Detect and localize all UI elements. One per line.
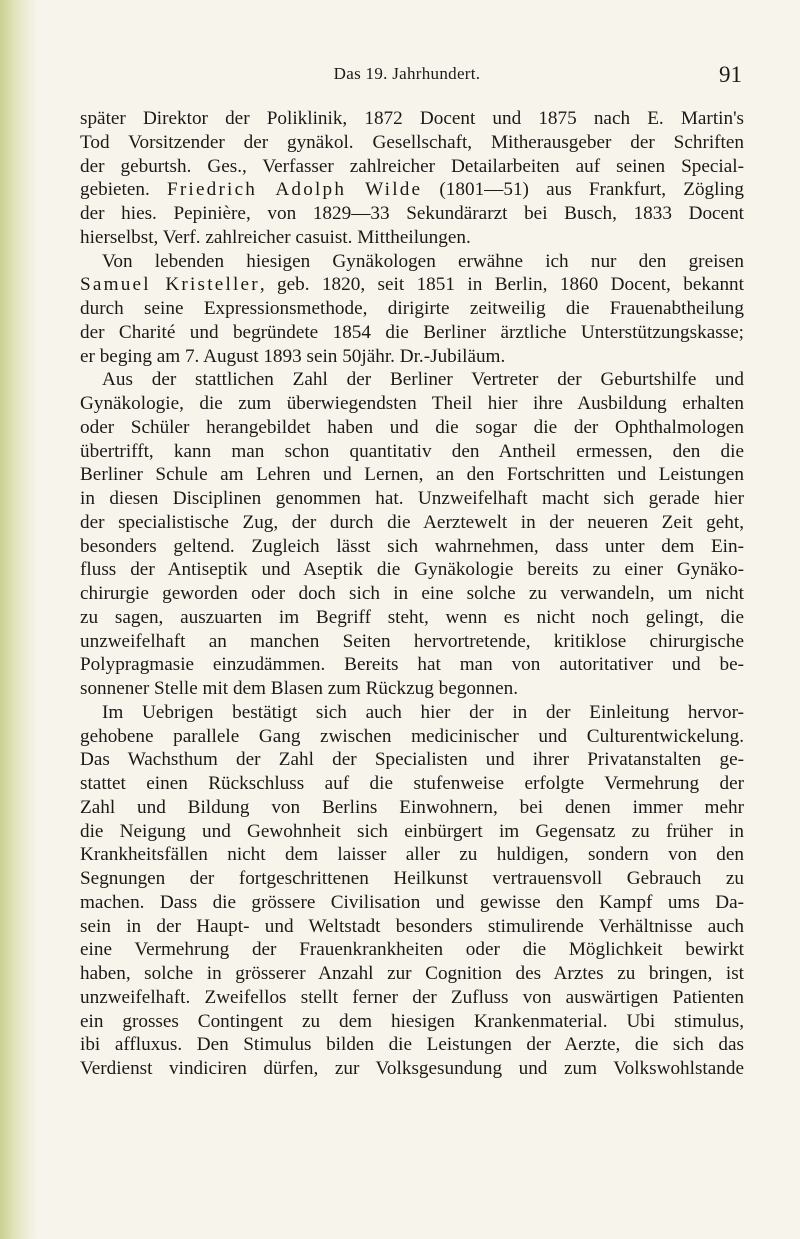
text-line: unzweifelhaft an manchen Seiten hervortretende, kritiklose chirurgische <box>80 630 744 652</box>
text-line: Zahl und Bildung von Berlins Einwohnern, bei denen immer mehr <box>80 796 744 818</box>
page-number: 91 <box>719 62 742 87</box>
page-spine-shadow <box>0 0 38 1239</box>
text-line <box>80 273 744 297</box>
text-line: Segnungen der fortgeschrittenen Heilkunst vertrauensvoll Gebrauch zu <box>80 868 744 889</box>
text-line: hierselbst, Verf. zahlreicher casuist. Mittheilungen. <box>80 226 471 248</box>
text-line: sein in der Haupt- und Weltstadt besonders stimulirende Verhältnisse auch <box>80 915 744 937</box>
text-line: Gynäkologie, die zum überwiegendsten Theil hier ihre Ausbildung erhalten <box>80 393 744 414</box>
person-name: Friedrich Adolph Wilde <box>166 179 423 201</box>
text-line: machen. Dass die grössere Civilisation und gewisse den Kampf ums Da- <box>80 891 744 913</box>
text-line: eine Vermehrung der Frauenkrankheiten oder die Möglichkeit bewirkt <box>80 939 744 961</box>
text-line: er beging am 7. August 1893 sein 50jähr. Dr.-Jubiläum. <box>80 345 506 367</box>
text-line: später Direktor der Poliklinik, 1872 Docent und 1875 nach E. Martin's <box>80 108 744 129</box>
text-line: chirurgie geworden oder doch sich in eine solche zu verwandeln, um nicht <box>80 583 744 604</box>
text-line: haben, solche in grösserer Anzahl zur Cognition des Arztes zu bringen, ist <box>80 963 744 984</box>
text-line: oder Schüler herangebildet haben und die sogar die der Ophthalmologen <box>80 416 744 438</box>
text-line: Krankheitsfällen nicht dem laisser aller zu huldigen, sondern von den <box>80 844 744 866</box>
running-title: Das 19. Jahrhundert. <box>333 64 481 83</box>
text-line: Das Wachsthum der Zahl der Specialisten und ihrer Privatanstalten ge- <box>80 749 744 771</box>
text-line: der specialistische Zug, der durch die Aerztewelt in der neueren Zeit geht, <box>80 511 744 533</box>
text-line: Von lebenden hiesigen Gynäkologen erwähne ich nur den greisen <box>102 250 744 272</box>
text-line: stattet einen Rückschluss auf die stufenweise erfolgte Vermehrung der <box>80 773 744 794</box>
text-line: der Charité und begründete 1854 die Berliner ärztliche Unterstützungskasse; <box>80 321 744 343</box>
text-line: Polypragmasie einzudämmen. Bereits hat man von autoritativer und be- <box>80 654 744 676</box>
text-line: Berliner Schule am Lehren und Lernen, an den Fortschritten und Leistungen <box>80 464 744 486</box>
text-line: übertrifft, kann man schon quantitativ den Antheil ermessen, den die <box>80 440 744 462</box>
text-line <box>80 178 744 202</box>
text-line: ein grosses Contingent zu dem hiesigen Krankenmaterial. Ubi stimulus, <box>80 1010 744 1032</box>
text-line: durch seine Expressionsmethode, dirigirte zeitweilig die Frauenabtheilung <box>80 298 744 319</box>
text-line: ibi affluxus. Den Stimulus bilden die Leistungen der Aerzte, die sich das <box>80 1034 744 1056</box>
text-line: sonnener Stelle mit dem Blasen zum Rückzug begonnen. <box>80 678 519 699</box>
person-name: Samuel Kristeller <box>80 274 260 296</box>
text-line: Tod Vorsitzender der gynäkol. Gesellschaft, Mitherausgeber der Schriften <box>80 131 744 153</box>
text-line: unzweifelhaft. Zweifellos stellt ferner der Zufluss von auswärtigen Patienten <box>80 986 744 1008</box>
text-line: besonders geltend. Zugleich lässt sich wahrnehmen, dass unter dem Ein- <box>80 535 744 557</box>
text-line: die Neigung und Gewohnheit sich einbürgert im Gegensatz zu früher in <box>80 820 744 842</box>
text-line: in diesen Disciplinen genommen hat. Unzweifelhaft macht sich gerade hier <box>80 488 744 509</box>
text-line: fluss der Antiseptik und Aseptik die Gynäkologie bereits zu einer Gynäko- <box>80 559 744 581</box>
text-line: gehobene parallele Gang zwischen medicinischer und Culturentwickelung. <box>80 725 744 747</box>
text-line: Im Uebrigen bestätigt sich auch hier der in der Einleitung hervor- <box>102 701 744 723</box>
text-fragment: gebieten. <box>80 179 150 201</box>
text-fragment: (1801—51) aus Frankfurt, Zögling <box>439 179 744 201</box>
text-line: der hies. Pepinière, von 1829—33 Sekundärarzt bei Busch, 1833 Docent <box>80 203 744 224</box>
text-fragment: , geb. 1820, seit 1851 in Berlin, 1860 Docent, bekannt <box>259 274 744 296</box>
text-line: zu sagen, auszuarten im Begriff steht, wenn es nicht noch gelingt, die <box>80 606 744 628</box>
running-head <box>72 60 742 94</box>
text-line: Verdienst vindiciren dürfen, zur Volksgesundung und zum Volkswohlstande <box>80 1058 744 1079</box>
text-line: der geburtsh. Ges., Verfasser zahlreicher Detailarbeiten auf seinen Special- <box>80 155 744 177</box>
body-text <box>80 107 744 1081</box>
text-line: Aus der stattlichen Zahl der Berliner Vertreter der Geburtshilfe und <box>102 369 744 391</box>
